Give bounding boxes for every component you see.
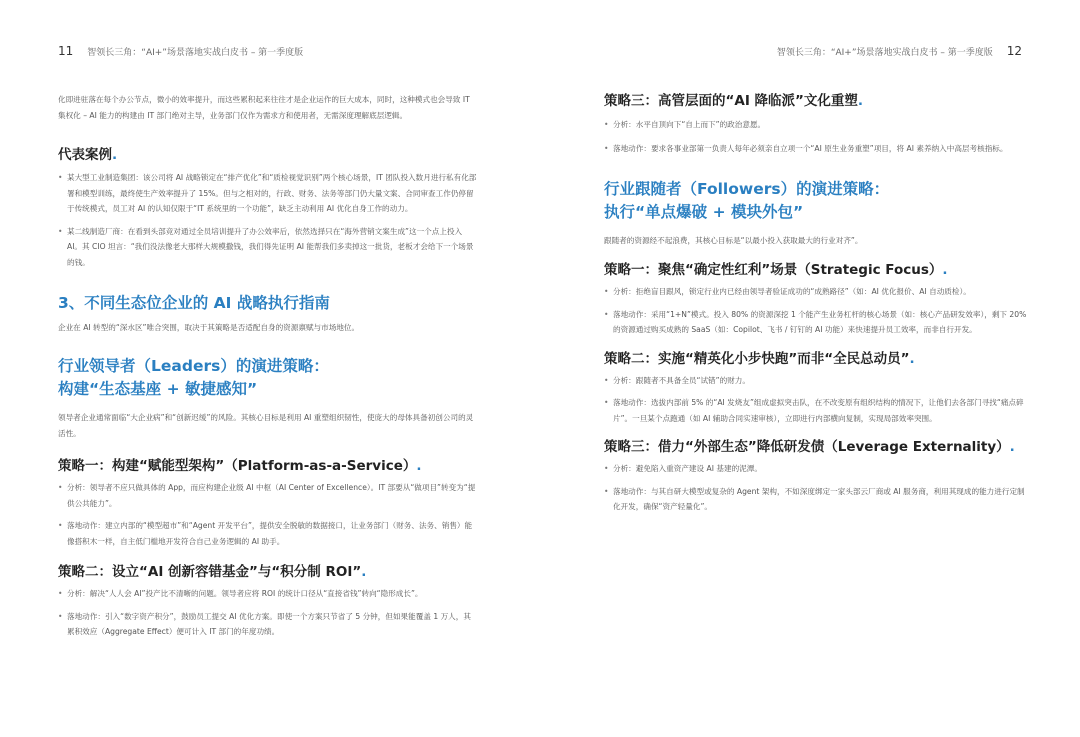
leaders-intro: 领导者企业通常面临“大企业病”和“创新迟缓”的风险。其核心目标是利用 AI 重塑组织韧性，使庞大的母体具备初创公司的灵活性。	[58, 413, 474, 438]
strategy2-list	[58, 586, 478, 640]
strategy2-heading: 策略二：设立“AI 创新容错基金”与“积分制 ROI”.	[58, 564, 367, 580]
list-item: • 分析：水平自顶向下“自上而下”的政治意愿。	[604, 117, 1028, 133]
strategy1-heading: 策略一：构建“赋能型架构”（Platform-as-a-Service）.	[58, 458, 422, 474]
section-heading: 3、不同生态位企业的 AI 战略执行指南	[58, 294, 330, 312]
list-item: • 落地动作：建立内部的“模型超市”和“Agent 开发平台”，提供安全脱敏的数据接口，让业务部门（财务、法务、销售）能像搭积木一样，自主低门槛地开发符合自己业务逻辑的 AI 助手。	[58, 518, 478, 549]
list-item: • 分析：领导者不应只做具体的 App，而应构建企业级 AI 中枢（AI Center of Excellence）。IT 部要从“做项目”转变为“提供公共能力”。	[58, 480, 478, 511]
right-page-header	[777, 44, 1022, 58]
f-strategy3-list	[604, 461, 1028, 515]
list-item: • 落地动作：采用“1+N”模式。投入 80% 的资源深挖 1 个能产生业务杠杆的核心场景（如：核心产品研发效率），剩下 20% 的资源通过购买成熟的 SaaS（如：Copilot、飞书 / 钉钉的 AI 功能）来快速提升员工效率，而非自行开发。	[604, 307, 1028, 338]
list-item: • 落地动作：选拔内部前 5% 的“AI 发烧友”组成虚拟突击队，在不改变原有组织结构的情况下，让他们去各部门寻找“痛点碎片”。一旦某个点跑通（如 AI 辅助合同实速审核），立即进行内部横向复制，实现局部效率突围。	[604, 395, 1028, 426]
list-item: • 分析：跟随者不具备全员“试错”的财力。	[604, 373, 1028, 389]
left-page-number: 11	[58, 44, 74, 58]
cases-list	[58, 170, 478, 270]
leaders-title: 行业领导者（Leaders）的演进策略： 构建“生态基座 + 敏捷感知”	[58, 357, 329, 398]
f-strategy2-heading: 策略二：实施“精英化小步快跑”而非“全民总动员”.	[604, 350, 915, 367]
right-header-title: 智领长三角：“AI+”场景落地实战白皮书 – 第一季度版	[776, 47, 993, 58]
right-page	[540, 0, 1080, 737]
f-strategy2-list	[604, 373, 1028, 427]
list-item: • 某二线制造厂商：在看到头部竞对通过全员培训提升了办公效率后，依然选择只在“海外营销文案生成”这一个点上投入 AI。其 CIO 坦言：“我们没法像老大那样大规模撒钱，我们得先证明 AI 能帮我们多卖掉这一批货，老板才会给下一个场景的钱。	[58, 224, 478, 271]
list-item: • 落地动作：要求各事业部第一负责人每年必须亲自立项一个“AI 原生业务重塑”项目，将 AI 素养纳入中高层考核指标。	[604, 141, 1028, 157]
cases-heading: 代表案例.	[58, 147, 118, 163]
followers-title: 行业跟随者（Followers）的演进策略： 执行“单点爆破 + 模块外包”	[604, 180, 890, 221]
left-page-header	[58, 44, 303, 58]
list-item: • 落地动作：与其自研大模型或复杂的 Agent 架构，不如深度绑定一家头部云厂商或 AI 服务商，利用其现成的能力进行定制化开发，确保“资产轻量化”。	[604, 484, 1028, 515]
right-content	[604, 92, 1028, 515]
strategy1-list	[58, 480, 478, 549]
list-item: • 落地动作：引入“数字资产积分”，鼓励员工提交 AI 优化方案。即使一个方案只节省了 5 分钟，但如果能覆盖 1 万人，其累积效应（Aggregate Effect）便可计入 IT 部门的年度功绩。	[58, 609, 478, 640]
strategy3-list	[604, 117, 1028, 156]
intro-paragraph: 化即进驻落在每个办公节点，微小的效率提升，而这些累积起来往往才是企业运作的巨大成本，同时，这种模式也会导致 IT 集权化 – AI 能力的构建由 IT 部门绝对主导，业务部门仅作为需求方和使用者，无需深度理解底层逻辑。	[58, 95, 470, 120]
section-intro: 企业在 AI 转型的“深水区”唯合突围，取决于其策略是否适配自身的资源禀赋与市场地位。	[58, 323, 360, 332]
f-strategy3-heading: 策略三：借力“外部生态”降低研发债（Leverage Externality）.	[604, 439, 1015, 455]
right-page-number: 12	[1006, 44, 1022, 58]
strategy3-heading: 策略三：高管层面的“AI 降临派”文化重塑.	[604, 93, 864, 109]
list-item: • 某大型工业制造集团：该公司将 AI 战略锁定在“排产优化”和“质检视觉识别”两个核心场景，IT 团队投入数月进行私有化部署和模型训练，最终使生产效率提升了 15%。但与之相对的，行政、财务、法务等部门仍大量文案、合同审查工作仍停留于传统模式，员工对 AI 的认知仅限于“IT 系统里的一个功能”，缺乏主动利用 AI 优化自身工作的动力。	[58, 170, 478, 217]
f-strategy1-heading: 策略一：聚焦“确定性红利”场景（Strategic Focus）.	[604, 262, 948, 278]
left-header-title: 智领长三角：“AI+”场景落地实战白皮书 – 第一季度版	[87, 47, 304, 58]
f-strategy1-list	[604, 284, 1028, 338]
list-item: • 分析：避免陷入重资产建设 AI 基建的泥潭。	[604, 461, 1028, 477]
list-item: • 分析：解决“人人会 AI”投产比不清晰的问题。领导者应将 ROI 的统计口径从“直接省钱”转向“隐形成长”。	[58, 586, 478, 602]
left-content	[58, 92, 478, 640]
list-item: • 分析：拒绝盲目跟风，锁定行业内已经由领导者验证成功的“成熟路径”（如：AI 优化报价、AI 自动质检）。	[604, 284, 1028, 300]
followers-intro: 跟随者的资源经不起浪费，其核心目标是“以最小投入获取最大的行业对齐”。	[604, 236, 863, 245]
